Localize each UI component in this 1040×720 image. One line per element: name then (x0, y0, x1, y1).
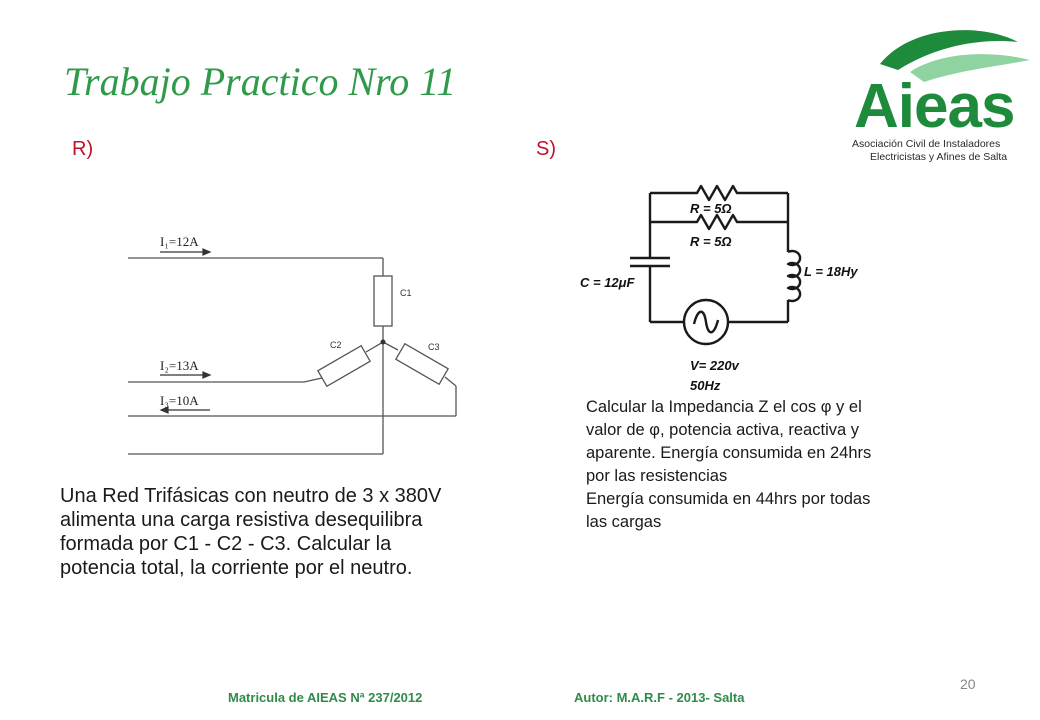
c1-label: C1 (400, 288, 412, 298)
footer-author: Autor: M.A.R.F - 2013- Salta (574, 690, 745, 705)
capacitor-label: C = 12μF (580, 275, 635, 290)
slide-title: Trabajo Practico Nro 11 (64, 59, 457, 104)
problem-s-text: Calcular la Impedancia Z el cos φ y el valor de φ, potencia activa, reactiva y aparente. Energía consumida en 24hrs por las resistencias Energía consumida en 44hrs por todas las cargas (586, 398, 872, 532)
current-i1-label: I₁=12A (160, 234, 199, 249)
inductor-label: L = 18Hy (804, 264, 858, 279)
resistor-2-label: R = 5Ω (690, 234, 732, 249)
logo-subtitle-2: Electricistas y Afines de Salta (870, 151, 1008, 163)
frequency-label: 50Hz (690, 378, 721, 393)
logo-subtitle-1: Asociación Civil de Instaladores (852, 138, 1001, 150)
current-i2-label: I₂=13A (160, 358, 199, 373)
current-i3-label: I₃=10A (160, 393, 199, 408)
page-number: 20 (960, 676, 976, 692)
logo-word: Aieas (854, 72, 1015, 141)
problem-r-text: Una Red Trifásicas con neutro de 3 x 380V alimenta una carga resistiva desequilibra formada por C1 - C2 - C3. Calcular la potencia total, la corriente por el neutro. (60, 485, 442, 579)
resistor-1-label: R = 5Ω (690, 201, 732, 216)
label-r: R) (72, 138, 94, 160)
label-s: S) (536, 138, 556, 160)
c2-label: C2 (330, 340, 342, 350)
footer-matricula: Matricula de AIEAS Nª 237/2012 (228, 690, 423, 705)
voltage-label: V= 220v (690, 358, 739, 373)
c3-label: C3 (428, 342, 440, 352)
